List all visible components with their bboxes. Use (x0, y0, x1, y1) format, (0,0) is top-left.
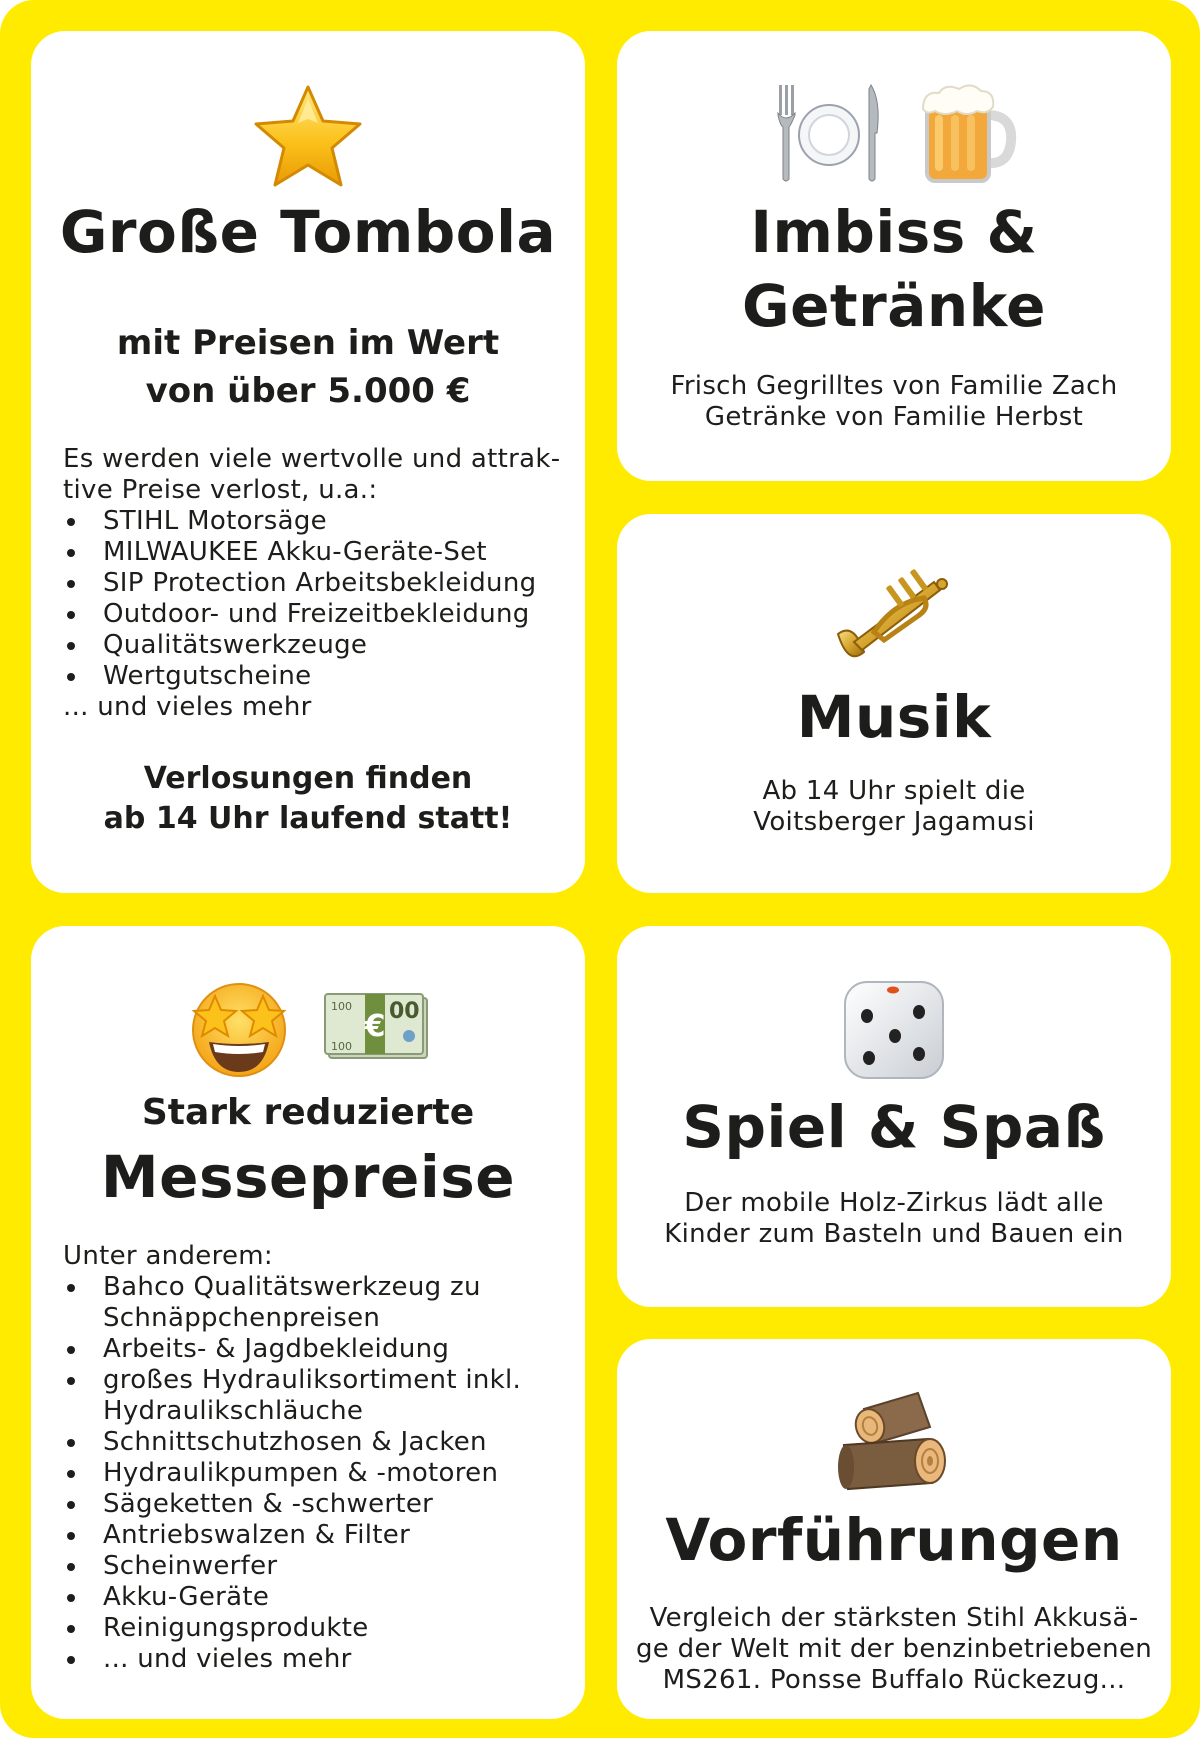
imbiss-title-1: Imbiss & (750, 198, 1038, 266)
list-item-line: Schnäppchenpreisen (103, 1303, 381, 1333)
spiel-title: Spiel & Spaß (682, 1093, 1106, 1161)
vorfuehrungen-text (617, 1603, 1171, 1696)
list-item: Sägeketten & -schwerter (63, 1489, 565, 1520)
plate-cutlery-icon (771, 81, 887, 185)
vorfuehrungen-text-1: Vergleich der stärksten Stihl Akkusä- (649, 1603, 1139, 1633)
tombola-prize-list (31, 444, 585, 723)
musik-text-2: Voitsberger Jagamusi (753, 807, 1035, 837)
messe-title-big: Messepreise (100, 1143, 516, 1211)
tombola-note-2: ab 14 Uhr laufend statt! (103, 801, 513, 836)
dice-icon (617, 976, 1171, 1084)
card-tombola (31, 31, 585, 893)
list-item-line: großes Hydrauliksortiment inkl. (103, 1365, 522, 1395)
messe-title-small: Stark reduzierte (141, 1092, 475, 1133)
list-item-line: Bahco Qualitätswerkzeug zu (103, 1272, 481, 1302)
euro-banknote-icon (323, 988, 433, 1068)
spiel-text (617, 1188, 1171, 1250)
list-item (63, 1365, 565, 1427)
tombola-intro-2: tive Preise verlost, u.a.: (63, 475, 378, 505)
beer-mug-icon (917, 81, 1017, 185)
imbiss-text (617, 371, 1171, 433)
wood-logs-icon (617, 1383, 1171, 1497)
card-musik (617, 514, 1171, 893)
card-vorfuehrungen (617, 1339, 1171, 1719)
list-item: Wertgutscheine (63, 661, 565, 692)
list-item (63, 1272, 565, 1334)
list-item: Qualitätswerkzeuge (63, 630, 565, 661)
vorfuehrungen-text-2: ge der Welt mit der benzinbetriebenen (635, 1634, 1153, 1664)
list-item: ... und vieles mehr (63, 1644, 565, 1675)
list-item-line: Hydraulikschläuche (103, 1396, 364, 1426)
list-item: Arbeits- & Jagdbekleidung (63, 1334, 565, 1365)
messe-intro: Unter anderem: (63, 1241, 273, 1271)
card-imbiss (617, 31, 1171, 481)
card-spiel-spass (617, 926, 1171, 1307)
imbiss-title-2: Getränke (741, 272, 1047, 340)
musik-text-1: Ab 14 Uhr spielt die (762, 776, 1026, 806)
vorfuehrungen-title: Vorführungen (665, 1506, 1123, 1574)
tombola-note-1: Verlosungen finden (143, 761, 473, 796)
list-item: STIHL Motorsäge (63, 506, 565, 537)
musik-text (617, 776, 1171, 838)
card-messepreise (31, 926, 585, 1719)
list-item: Antriebswalzen & Filter (63, 1520, 565, 1551)
svg-text:100: 100 (331, 1040, 352, 1053)
list-item: Reinigungsprodukte (63, 1613, 565, 1644)
spiel-text-1: Der mobile Holz-Zirkus lädt alle (684, 1188, 1104, 1218)
list-item: Outdoor- und Freizeitbekleidung (63, 599, 565, 630)
list-item: SIP Protection Arbeitsbekleidung (63, 568, 565, 599)
list-item: Hydraulikpumpen & -motoren (63, 1458, 565, 1489)
tombola-subtitle-1: mit Preisen im Wert (116, 323, 500, 363)
imbiss-text-2: Getränke von Familie Herbst (704, 402, 1084, 432)
list-item: MILWAUKEE Akku-Geräte-Set (63, 537, 565, 568)
vorfuehrungen-text-3: MS261. Ponsse Buffalo Rückezug... (662, 1665, 1126, 1695)
list-item: Scheinwerfer (63, 1551, 565, 1582)
list-item: Akku-Geräte (63, 1582, 565, 1613)
svg-text:€: € (364, 1009, 386, 1044)
list-item: Schnittschutzhosen & Jacken (63, 1427, 565, 1458)
trumpet-icon (617, 562, 1171, 672)
svg-text:00: 00 (389, 999, 420, 1024)
imbiss-text-1: Frisch Gegrilltes von Familie Zach (670, 371, 1118, 401)
musik-title: Musik (796, 683, 992, 751)
banknote-value-small: 100 (331, 1000, 352, 1013)
star-icon (31, 81, 585, 191)
tombola-note (31, 759, 585, 839)
star-struck-face-icon (183, 976, 295, 1080)
tombola-intro-1: Es werden viele wertvolle und attrak- (63, 444, 561, 474)
tombola-subtitle-2: von über 5.000 € (145, 371, 471, 411)
tombola-title: Große Tombola (59, 198, 557, 266)
messe-product-list (31, 1241, 585, 1675)
spiel-text-2: Kinder zum Basteln und Bauen ein (664, 1219, 1124, 1249)
tombola-more: ... und vieles mehr (63, 692, 312, 722)
